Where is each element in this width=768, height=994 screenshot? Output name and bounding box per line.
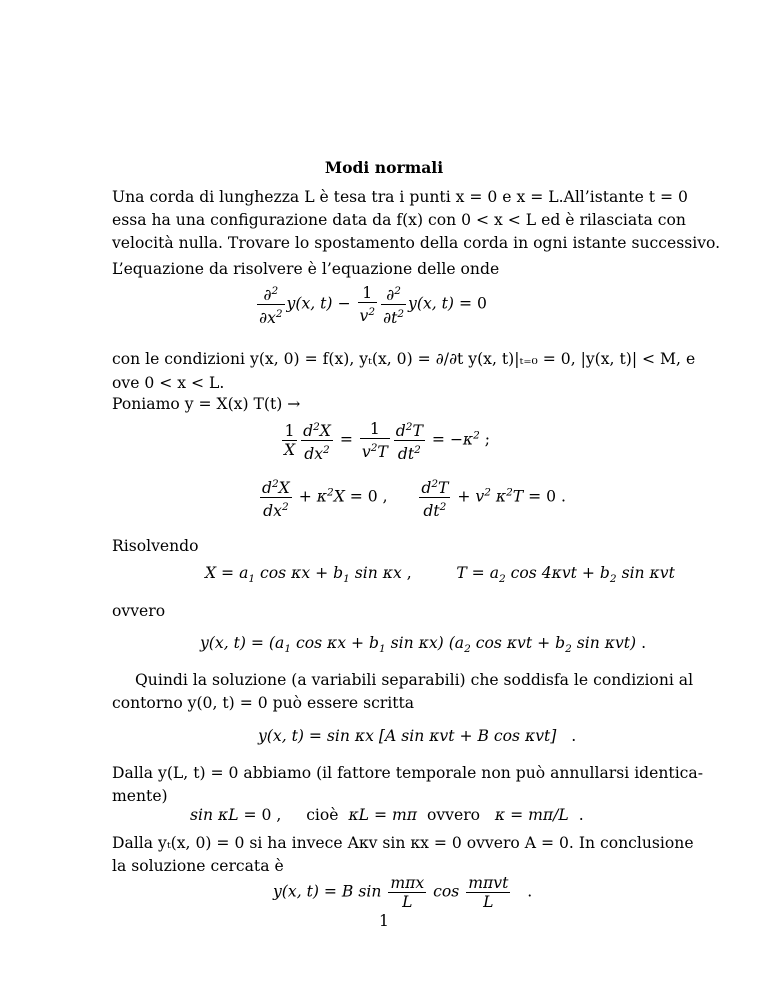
boundary-line-1: Quindi la soluzione (a variabili separabili) che soddisfa le condizioni al <box>135 671 694 689</box>
conditions-line-1: con le condizioni y(x, 0) = f(x), yₜ(x, 0) = ∂/∂t y(x, t)|ₜ₌₀ = 0, |y(x, t)| < M, e <box>112 350 696 368</box>
problem-line-1: Una corda di lunghezza L è tesa tra i punti x = 0 e x = L.All’istante t = 0 <box>112 188 688 206</box>
ode-pair: $\frac{d^2X}{dx^2}$ + $\kappa^2X = 0$ , $\frac{d^2T}{dt^2}$ + $v^2$ $\kappa^2T = 0$ . <box>258 475 566 520</box>
page-number: 1 <box>379 912 389 930</box>
document-title: Modi normali <box>324 158 444 177</box>
ovvero-label: ovvero <box>112 602 166 620</box>
boundary-line-2: contorno y(0, t) = 0 può essere scritta <box>112 694 415 712</box>
second-bc-line-2: mente) <box>112 787 168 805</box>
final-solution: y(x, t) = B sin $\frac{\text{mπx}}{L}$ cos $\frac{\text{mπvt}}{L}$ . <box>273 874 533 911</box>
product-solution: y(x, $t) = (a_1$ $\cos \kappa x + b_1$ sin κx) ($a_2$ $\cos \kappa vt + b_2$ sin κvt) . <box>200 634 647 656</box>
problem-line-3: velocità nulla. Trovare lo spostamento della corda in ogni istante successivo. <box>112 234 721 252</box>
general-solutions: $X = a_1$ $\cos \kappa x + b_1$ sin κx , $T = a_2$ $\cos 4\kappa vt + b_2$ sin κvt <box>205 564 675 586</box>
risolvendo-label: Risolvendo <box>112 537 199 555</box>
conclusion-line-1: Dalla yₜ(x, 0) = 0 si ha invece Aκv sin κx = 0 ovvero A = 0. In conclusione <box>112 834 694 852</box>
wave-equation: $\frac{\partial^2}{\partial x^2}$ y(x, t) − $\frac{1}{v^2}$ $\frac{\partial^2}{\partial t^2}$ y(x, t) = 0 <box>255 282 487 327</box>
reduced-solution: y(x, t) = sin κx [A sin κvt + B cos κvt] . <box>258 727 577 745</box>
eigenvalue-condition: sin κL = 0 , cioè κL = mπ ovvero κ = mπ/L . <box>190 806 584 824</box>
conditions-line-2: ove 0 < x < L. <box>112 374 225 392</box>
second-bc-line-1: Dalla y(L, t) = 0 abbiamo (il fattore temporale non può annullarsi identica- <box>112 764 703 782</box>
separated-equation: $\frac{1}{X}$ $\frac{d^2X}{dx^2}$ = $\frac{1}{v^2T}$ $\frac{d^2T}{dt^2}$ = $-\kappa^2$ ; <box>280 418 490 463</box>
problem-line-2: essa ha una configurazione data da f(x) con 0 < x < L ed è rilasciata con <box>112 211 686 229</box>
intro-sentence: L’equazione da risolvere è l’equazione delle onde <box>112 260 500 278</box>
separation-line: Poniamo y = X(x) T(t) → <box>112 395 301 413</box>
conclusion-line-2: la soluzione cercata è <box>112 857 284 875</box>
